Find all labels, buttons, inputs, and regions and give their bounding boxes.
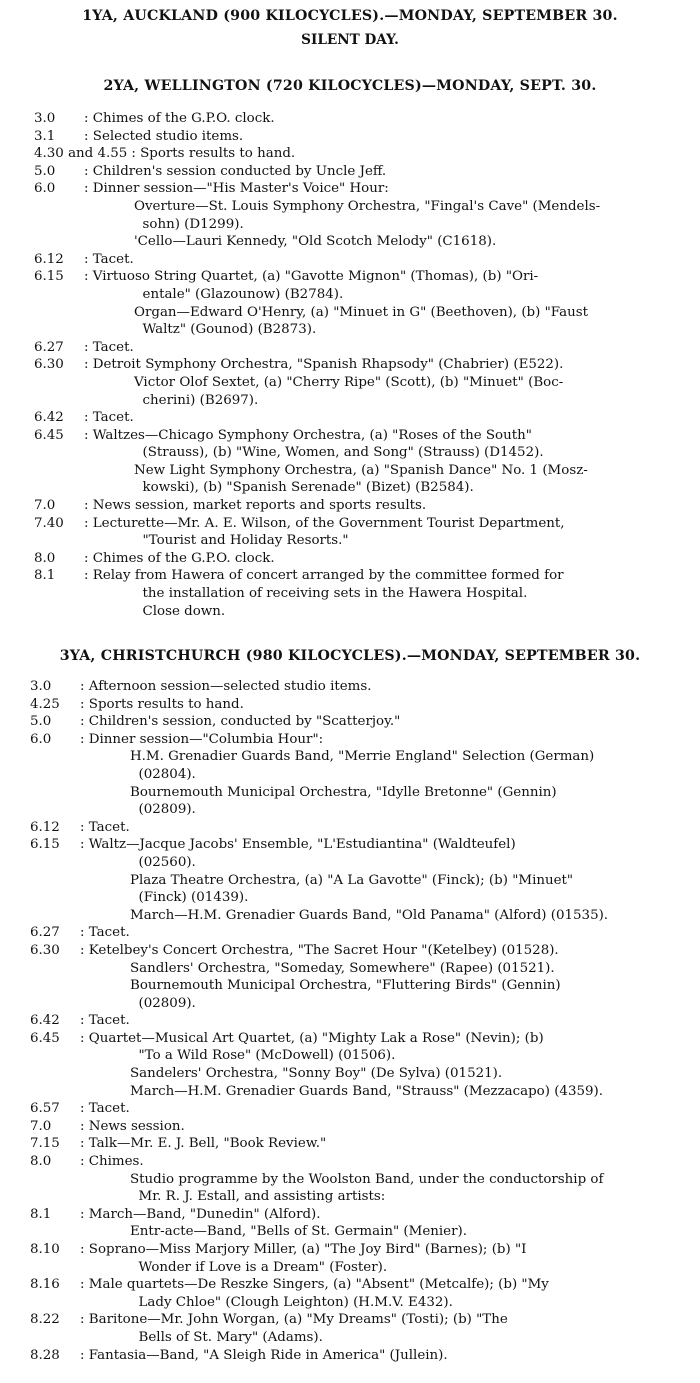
schedule-text: : Tacet. — [80, 1101, 130, 1117]
schedule-line — [30, 1259, 684, 1277]
schedule-time — [34, 585, 84, 603]
schedule-line — [34, 268, 684, 286]
schedule-text: Close down. — [134, 603, 226, 619]
schedule-time: 8.0 — [30, 1154, 52, 1170]
schedule-time: 6.12 — [30, 819, 60, 835]
schedule-text: : Tacet. — [84, 251, 134, 267]
schedule-line — [30, 1206, 684, 1224]
section-subheading: SILENT DAY. — [301, 32, 399, 48]
schedule-text: 'Cello—Lauri Kennedy, "Old Scotch Melody" (C1618). — [134, 234, 497, 250]
schedule-text: : Fantasia—Band, "A Sleigh Ride in America" (Jullein). — [80, 1347, 448, 1363]
schedule-text: "To a Wild Rose" (McDowell) (01506). — [130, 1048, 396, 1064]
schedule-line — [30, 1241, 684, 1259]
schedule-line — [34, 145, 684, 163]
schedule-time — [34, 479, 84, 497]
schedule-text: : Chimes. — [80, 1154, 144, 1170]
schedule-time — [30, 1259, 80, 1277]
schedule-line — [34, 110, 684, 128]
schedule-text: "Tourist and Holiday Resorts." — [134, 533, 349, 549]
schedule-text: H.M. Grenadier Guards Band, "Merrie England" Selection (German) — [130, 749, 595, 765]
schedule-line — [34, 603, 684, 621]
schedule-line — [30, 819, 684, 837]
schedule-line — [34, 427, 684, 445]
schedule-time: 8.1 — [30, 1206, 52, 1222]
schedule-text: : Lecturette—Mr. A. E. Wilson, of the Government Tourist Department, — [84, 515, 565, 531]
schedule-time — [30, 1171, 80, 1189]
schedule-text: : Children's session, conducted by "Scatterjoy." — [80, 714, 401, 730]
schedule-text: Plaza Theatre Orchestra, (a) "A La Gavotte" (Finck); (b) "Minuet" — [130, 872, 574, 888]
schedule-text: : Sports results to hand. — [80, 696, 244, 712]
schedule-time: 6.0 — [34, 181, 56, 197]
schedule-time — [34, 321, 84, 339]
schedule-line — [34, 497, 684, 515]
schedule-text: : Male quartets—De Reszke Singers, (a) "Absent" (Metcalfe); (b) "My — [80, 1277, 549, 1293]
schedule-line — [30, 907, 684, 925]
schedule-line — [34, 180, 684, 198]
schedule-text: : Tacet. — [80, 819, 130, 835]
schedule-line — [30, 1047, 684, 1065]
schedule-time: 3.0 — [30, 679, 52, 694]
schedule-text: : Talk—Mr. E. J. Bell, "Book Review." — [80, 1136, 327, 1152]
schedule-time: 7.0 — [34, 498, 56, 514]
schedule-text: Wonder if Love is a Dream" (Foster). — [130, 1259, 388, 1275]
schedule-line — [30, 1329, 684, 1347]
schedule-text: (02809). — [130, 995, 196, 1011]
schedule-text: : Tacet. — [84, 410, 134, 426]
schedule-line — [30, 1030, 684, 1048]
schedule-time — [30, 960, 80, 978]
schedule-line — [30, 1118, 684, 1136]
schedule-line — [34, 304, 684, 322]
schedule-line — [30, 784, 684, 802]
schedule-line — [34, 532, 684, 550]
schedule-line — [30, 748, 684, 766]
schedule-time — [30, 977, 80, 995]
schedule-time: 5.0 — [30, 714, 52, 730]
schedule-line — [30, 1294, 684, 1312]
schedule-time: 3.0 — [34, 111, 56, 126]
schedule-time: 8.28 — [30, 1347, 60, 1363]
schedule-line — [34, 567, 684, 585]
section-heading: 1YA, AUCKLAND (900 KILOCYCLES).—MONDAY, SEPTEMBER 30. — [82, 8, 618, 24]
schedule-time — [34, 233, 84, 251]
schedule-text: March—H.M. Grenadier Guards Band, "Old Panama" (Alford) (01535). — [130, 907, 609, 923]
schedule-line — [34, 321, 684, 339]
schedule-line — [30, 1135, 684, 1153]
schedule-time: 6.15 — [34, 269, 64, 285]
schedule-time — [34, 462, 84, 480]
schedule-time — [34, 304, 84, 322]
schedule-text: Sandelers' Orchestra, "Sonny Boy" (De Sylva) (01521). — [130, 1066, 503, 1082]
schedule-time — [34, 392, 84, 410]
schedule-text: kowski), (b) "Spanish Serenade" (Bizet) (B2584). — [134, 480, 474, 496]
schedule-line — [34, 479, 684, 497]
schedule-text: the installation of receiving sets in the Hawera Hospital. — [134, 586, 528, 602]
schedule-text: : Detroit Symphony Orchestra, "Spanish Rhapsody" (Chabrier) (E522). — [84, 357, 564, 373]
schedule-line — [34, 515, 684, 533]
schedule-text: Sandlers' Orchestra, "Someday, Somewhere" (Rapee) (01521). — [130, 960, 555, 976]
schedule-line — [34, 163, 684, 181]
schedule-text: : Dinner session—"Columbia Hour": — [80, 731, 324, 747]
schedule-line — [30, 872, 684, 890]
schedule-line — [30, 766, 684, 784]
schedule-time — [30, 1329, 80, 1347]
schedule-text: : News session. — [80, 1118, 185, 1134]
schedule-line — [34, 374, 684, 392]
schedule-line — [30, 1012, 684, 1030]
schedule-line — [34, 550, 684, 568]
schedule-time — [30, 907, 80, 925]
schedule-text: (Finck) (01439). — [130, 890, 249, 906]
schedule-line — [30, 731, 684, 749]
schedule-time: 4.25 — [30, 696, 60, 712]
schedule-time: 6.42 — [34, 410, 64, 426]
schedule-line — [34, 251, 684, 269]
schedule-text: cherini) (B2697). — [134, 392, 259, 408]
schedule-line — [30, 1276, 684, 1294]
schedule-time: 6.30 — [30, 942, 60, 958]
schedule-time: 8.16 — [30, 1277, 60, 1293]
schedule-time: 7.40 — [34, 515, 64, 531]
schedule-time: 8.0 — [34, 550, 56, 566]
schedule-text: : Children's session conducted by Uncle Jeff. — [84, 163, 387, 179]
schedule-time: 6.27 — [30, 925, 60, 941]
schedule-time — [30, 995, 80, 1013]
schedule-line — [34, 198, 684, 216]
schedule-time — [30, 1047, 80, 1065]
schedule-text: : Quartet—Musical Art Quartet, (a) "Mighty Lak a Rose" (Nevin); (b) — [80, 1030, 544, 1046]
schedule-line — [30, 960, 684, 978]
schedule-time — [34, 374, 84, 392]
schedule-text: : Ketelbey's Concert Orchestra, "The Sacret Hour "(Ketelbey) (01528). — [80, 942, 559, 958]
schedule-line — [34, 216, 684, 234]
schedule-text: entale" (Glazounow) (B2784). — [134, 286, 344, 302]
schedule-time: 6.45 — [30, 1030, 60, 1046]
schedule-time — [34, 216, 84, 234]
schedule-text: Overture—St. Louis Symphony Orchestra, "Fingal's Cave" (Mendels- — [134, 198, 601, 214]
schedule-time — [30, 801, 80, 819]
schedule-line — [30, 713, 684, 731]
schedule-time — [34, 286, 84, 304]
schedule-text: : Virtuoso String Quartet, (a) "Gavotte Mignon" (Thomas), (b) "Ori- — [84, 269, 539, 285]
schedule-line — [30, 854, 684, 872]
schedule-line — [30, 1311, 684, 1329]
schedule-text: : Dinner session—"His Master's Voice" Hour: — [84, 181, 389, 197]
section-heading: 3YA, CHRISTCHURCH (980 KILOCYCLES).—MONDAY, SEPTEMBER 30. — [59, 648, 641, 664]
schedule-time: 6.27 — [34, 339, 64, 355]
schedule-line — [30, 995, 684, 1013]
schedule-time: 6.0 — [30, 731, 52, 747]
schedule-text: Bournemouth Municipal Orchestra, "Idylle Bretonne" (Gennin) — [130, 784, 557, 800]
schedule-text: (Strauss), (b) "Wine, Women, and Song" (Strauss) (D1452). — [134, 445, 544, 461]
schedule-time: 6.42 — [30, 1013, 60, 1029]
schedule-time: 6.57 — [30, 1101, 60, 1117]
schedule-time — [34, 198, 84, 216]
schedule-text: (02809). — [130, 802, 196, 818]
schedule-3ya — [30, 678, 684, 1364]
schedule-time — [30, 1294, 80, 1312]
schedule-text: sohn) (D1299). — [134, 216, 244, 232]
schedule-text: : Chimes of the G.P.O. clock. — [84, 550, 275, 566]
schedule-time — [34, 444, 84, 462]
schedule-text: : Selected studio items. — [84, 128, 244, 144]
schedule-time: 6.30 — [34, 357, 64, 373]
schedule-time — [30, 1223, 80, 1241]
schedule-time: 3.1 — [34, 128, 56, 144]
schedule-text: : Sports results to hand. — [131, 146, 296, 162]
schedule-text: : March—Band, "Dunedin" (Alford). — [80, 1206, 321, 1222]
schedule-line — [30, 1347, 684, 1365]
schedule-line — [30, 942, 684, 960]
schedule-line — [30, 1083, 684, 1101]
schedule-text: Bournemouth Municipal Orchestra, "Fluttering Birds" (Gennin) — [130, 978, 561, 994]
schedule-text: : Afternoon session—selected studio items. — [80, 679, 372, 694]
schedule-2ya — [34, 110, 684, 620]
schedule-time — [30, 748, 80, 766]
schedule-line — [30, 1223, 684, 1241]
schedule-text: Organ—Edward O'Henry, (a) "Minuet in G" (Beethoven), (b) "Faust — [134, 304, 588, 320]
schedule-time: 6.12 — [34, 251, 64, 267]
schedule-line — [30, 1065, 684, 1083]
schedule-text: Bells of St. Mary" (Adams). — [130, 1329, 323, 1345]
schedule-text: Waltz" (Gounod) (B2873). — [134, 322, 317, 338]
schedule-text: March—H.M. Grenadier Guards Band, "Strauss" (Mezzacapo) (4359). — [130, 1083, 603, 1099]
schedule-time — [30, 872, 80, 890]
schedule-time — [30, 1188, 80, 1206]
schedule-line — [34, 409, 684, 427]
schedule-line — [30, 1153, 684, 1171]
schedule-line — [34, 392, 684, 410]
schedule-time — [30, 889, 80, 907]
schedule-time: 6.45 — [34, 427, 64, 443]
schedule-line — [34, 585, 684, 603]
schedule-text: : Waltzes—Chicago Symphony Orchestra, (a) "Roses of the South" — [84, 427, 532, 443]
schedule-text: Studio programme by the Woolston Band, under the conductorship of — [130, 1171, 604, 1187]
schedule-line — [34, 339, 684, 357]
schedule-line — [30, 977, 684, 995]
schedule-text: : Chimes of the G.P.O. clock. — [84, 111, 275, 126]
schedule-text: (02804). — [130, 766, 196, 782]
schedule-line — [30, 889, 684, 907]
schedule-time: 7.15 — [30, 1136, 60, 1152]
schedule-text: Lady Chloe" (Clough Leighton) (H.M.V. E432). — [130, 1294, 453, 1310]
schedule-line — [30, 924, 684, 942]
schedule-text: Victor Olof Sextet, (a) "Cherry Ripe" (Scott), (b) "Minuet" (Boc- — [134, 374, 564, 390]
schedule-line — [34, 233, 684, 251]
schedule-text: : Relay from Hawera of concert arranged by the committee formed for — [84, 568, 564, 584]
schedule-time — [30, 1083, 80, 1101]
schedule-text: : Tacet. — [84, 339, 134, 355]
schedule-line — [30, 1171, 684, 1189]
schedule-line — [34, 286, 684, 304]
schedule-time: 8.10 — [30, 1242, 60, 1257]
schedule-text: (02560). — [130, 854, 196, 870]
schedule-time — [34, 603, 84, 621]
schedule-line — [34, 462, 684, 480]
schedule-time — [30, 784, 80, 802]
schedule-time — [30, 766, 80, 784]
schedule-text: : Baritone—Mr. John Worgan, (a) "My Dreams" (Tosti); (b) "The — [80, 1312, 508, 1328]
schedule-time — [30, 854, 80, 872]
schedule-time — [30, 1065, 80, 1083]
schedule-line — [30, 678, 684, 696]
schedule-time: 5.0 — [34, 163, 56, 179]
schedule-time: 7.0 — [30, 1118, 52, 1134]
schedule-time — [34, 532, 84, 550]
schedule-text: : News session, market reports and sports results. — [84, 498, 427, 514]
schedule-text: : Tacet. — [80, 925, 130, 941]
schedule-line — [34, 444, 684, 462]
schedule-line — [34, 128, 684, 146]
section-3ya — [0, 648, 700, 664]
schedule-line — [30, 836, 684, 854]
schedule-time: 6.15 — [30, 837, 60, 853]
schedule-time: 8.1 — [34, 568, 56, 584]
schedule-text: Entr-acte—Band, "Bells of St. Germain" (Menier). — [130, 1224, 467, 1240]
schedule-text: : Waltz—Jacque Jacobs' Ensemble, "L'Estudiantina" (Waldteufel) — [80, 837, 516, 853]
schedule-text: Mr. R. J. Estall, and assisting artists: — [130, 1189, 386, 1205]
schedule-text: : Tacet. — [80, 1013, 130, 1029]
schedule-text: New Light Symphony Orchestra, (a) "Spanish Dance" No. 1 (Mosz- — [134, 462, 588, 478]
schedule-time: 4.30 and 4.55 — [34, 146, 128, 162]
schedule-line — [30, 801, 684, 819]
schedule-line — [34, 356, 684, 374]
section-1ya — [0, 8, 700, 48]
section-heading: 2YA, WELLINGTON (720 KILOCYCLES)—MONDAY, SEPT. 30. — [103, 78, 597, 94]
schedule-text: : Soprano—Miss Marjory Miller, (a) "The Joy Bird" (Barnes); (b) "I — [80, 1242, 527, 1257]
schedule-line — [30, 696, 684, 714]
schedule-line — [30, 1188, 684, 1206]
schedule-line — [30, 1100, 684, 1118]
schedule-time: 8.22 — [30, 1312, 60, 1328]
section-2ya — [0, 78, 700, 94]
